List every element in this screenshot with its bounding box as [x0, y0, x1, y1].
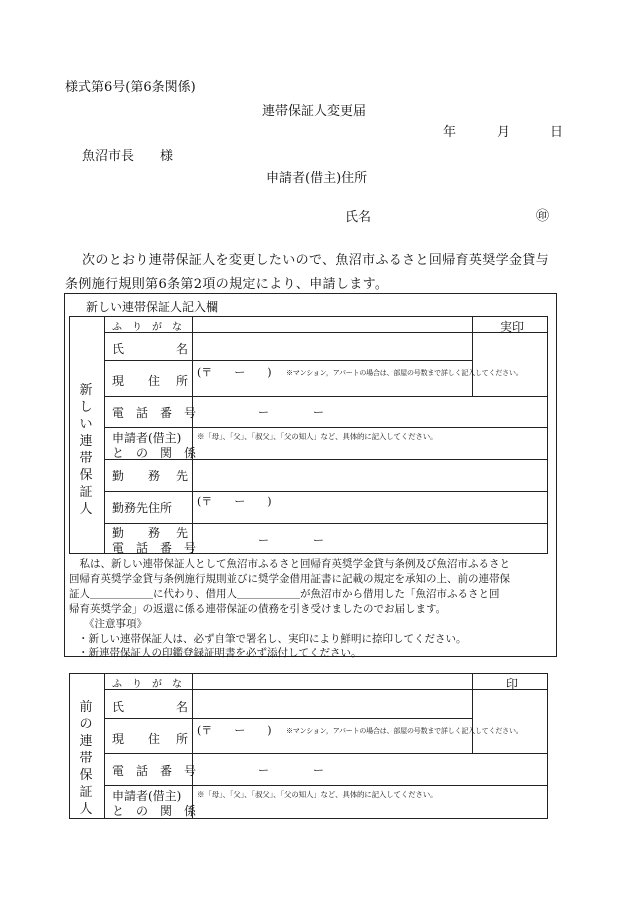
new-seal-header: 実印 [500, 320, 525, 334]
form-number: 様式第6号(第6条関係) [65, 80, 196, 95]
old-guarantor-side-label: 前 の 連 帯 保 証 人 [79, 700, 93, 817]
old-address-label-b: 所 [176, 732, 189, 746]
pledge-line-1: 私は、新しい連帯保証人として魚沼市ふるさと回帰育英奨学金貸与条例及び魚沼市ふるさと [69, 558, 510, 570]
old-address-note: ※マンション，アパートの場合は、部屋の号数まで詳しく記入してください。 [286, 727, 523, 735]
pledge-line-4: 帰育英奨学金」の返還に係る連帯保証の債務を引き受けましたのでお届します。 [69, 603, 447, 615]
old-relation-label-2: と の 関 係 [112, 804, 197, 818]
old-furigana-label: ふ り が な [112, 679, 182, 690]
old-relation-note: ※「母」、「父」、「叔父」、「父の知人」など、具体的に記入してください。 [197, 790, 438, 799]
new-phone-dashes: ー ー [258, 406, 324, 419]
pledge-line-2: 回帰育英奨学金貸与条例施行規則並びに奨学金借用証書に記載の規定を承知の上、前の連帯保 [69, 573, 510, 585]
seal-mark-icon: ㊞ [536, 209, 550, 224]
new-workplace-phone-label-b: 先 [176, 526, 189, 540]
note-line-1: ・新しい連帯保証人は、必ず自筆で署名し、実印により鮮明に捺印してください。 [78, 633, 467, 645]
addressee: 魚沼市長 様 [82, 149, 174, 164]
pledge-line-3: 証人＿＿＿＿＿＿に代わり、借用人＿＿＿＿＿＿が魚沼市から借用した「魚沼市ふるさと回 [69, 588, 500, 600]
intro-line-2: 条例施行規則第6条第2項の規定により、申請します。 [65, 277, 389, 292]
intro-line-1: 次のとおり連帯保証人を変更したいので、魚沼市ふるさと回帰育英奨学金貸与 [82, 253, 549, 268]
old-seal-header: 印 [506, 677, 519, 691]
new-workplace-phone-label-2: 電 話 番 号 [112, 541, 197, 555]
new-relation-label-1: 申請者(借主) [112, 431, 182, 445]
new-workplace-label-a: 勤 務 [112, 469, 167, 483]
new-address-label-a: 現 住 [112, 374, 167, 388]
page-title: 連帯保証人変更届 [262, 104, 367, 119]
new-name-label-a: 氏 [112, 342, 125, 356]
new-workplace-address-label: 勤務先住所 [112, 501, 173, 515]
new-workplace-phone-dashes: ー ー [258, 534, 324, 547]
new-workplace-postal: (〒 ー ) [197, 495, 272, 508]
date-year-label: 年 [443, 125, 457, 140]
new-relation-label-2: と の 関 係 [112, 446, 197, 460]
old-postal-code: (〒 ー ) [197, 724, 272, 737]
old-phone-dashes: ー ー [258, 764, 324, 777]
note-line-2: ・新連帯保証人の印鑑登録証明書を必ず添付してください。 [78, 647, 362, 659]
new-postal-code: (〒 ー ) [197, 366, 272, 379]
old-relation-label-1: 申請者(借主) [112, 789, 182, 803]
date-day-label: 日 [550, 125, 564, 140]
new-relation-note: ※「母」、「父」、「叔父」、「父の知人」など、具体的に記入してください。 [197, 432, 438, 441]
new-address-label-b: 所 [176, 374, 189, 388]
date-month-label: 月 [497, 125, 511, 140]
new-furigana-label: ふ り が な [112, 322, 182, 333]
old-name-label-a: 氏 [112, 700, 125, 714]
new-workplace-label-b: 先 [176, 469, 189, 483]
new-address-note: ※マンション，アパートの場合は、部屋の号数まで詳しく記入してください。 [286, 369, 523, 377]
applicant-name-label: 氏名 [345, 210, 372, 225]
notes-title: 《注意事項》 [84, 618, 147, 630]
old-phone-label: 電 話 番 号 [112, 764, 197, 778]
new-section-caption: 新しい連帯保証人記入欄 [86, 300, 219, 314]
applicant-address-label: 申請者(借主)住所 [266, 171, 368, 186]
new-name-label-b: 名 [176, 342, 189, 356]
old-name-label-b: 名 [176, 700, 189, 714]
new-workplace-phone-label-a: 勤 務 [112, 526, 167, 540]
new-phone-label: 電 話 番 号 [112, 406, 197, 420]
old-address-label-a: 現 住 [112, 732, 167, 746]
new-guarantor-side-label: 新 し い 連 帯 保 証 人 [79, 383, 93, 517]
